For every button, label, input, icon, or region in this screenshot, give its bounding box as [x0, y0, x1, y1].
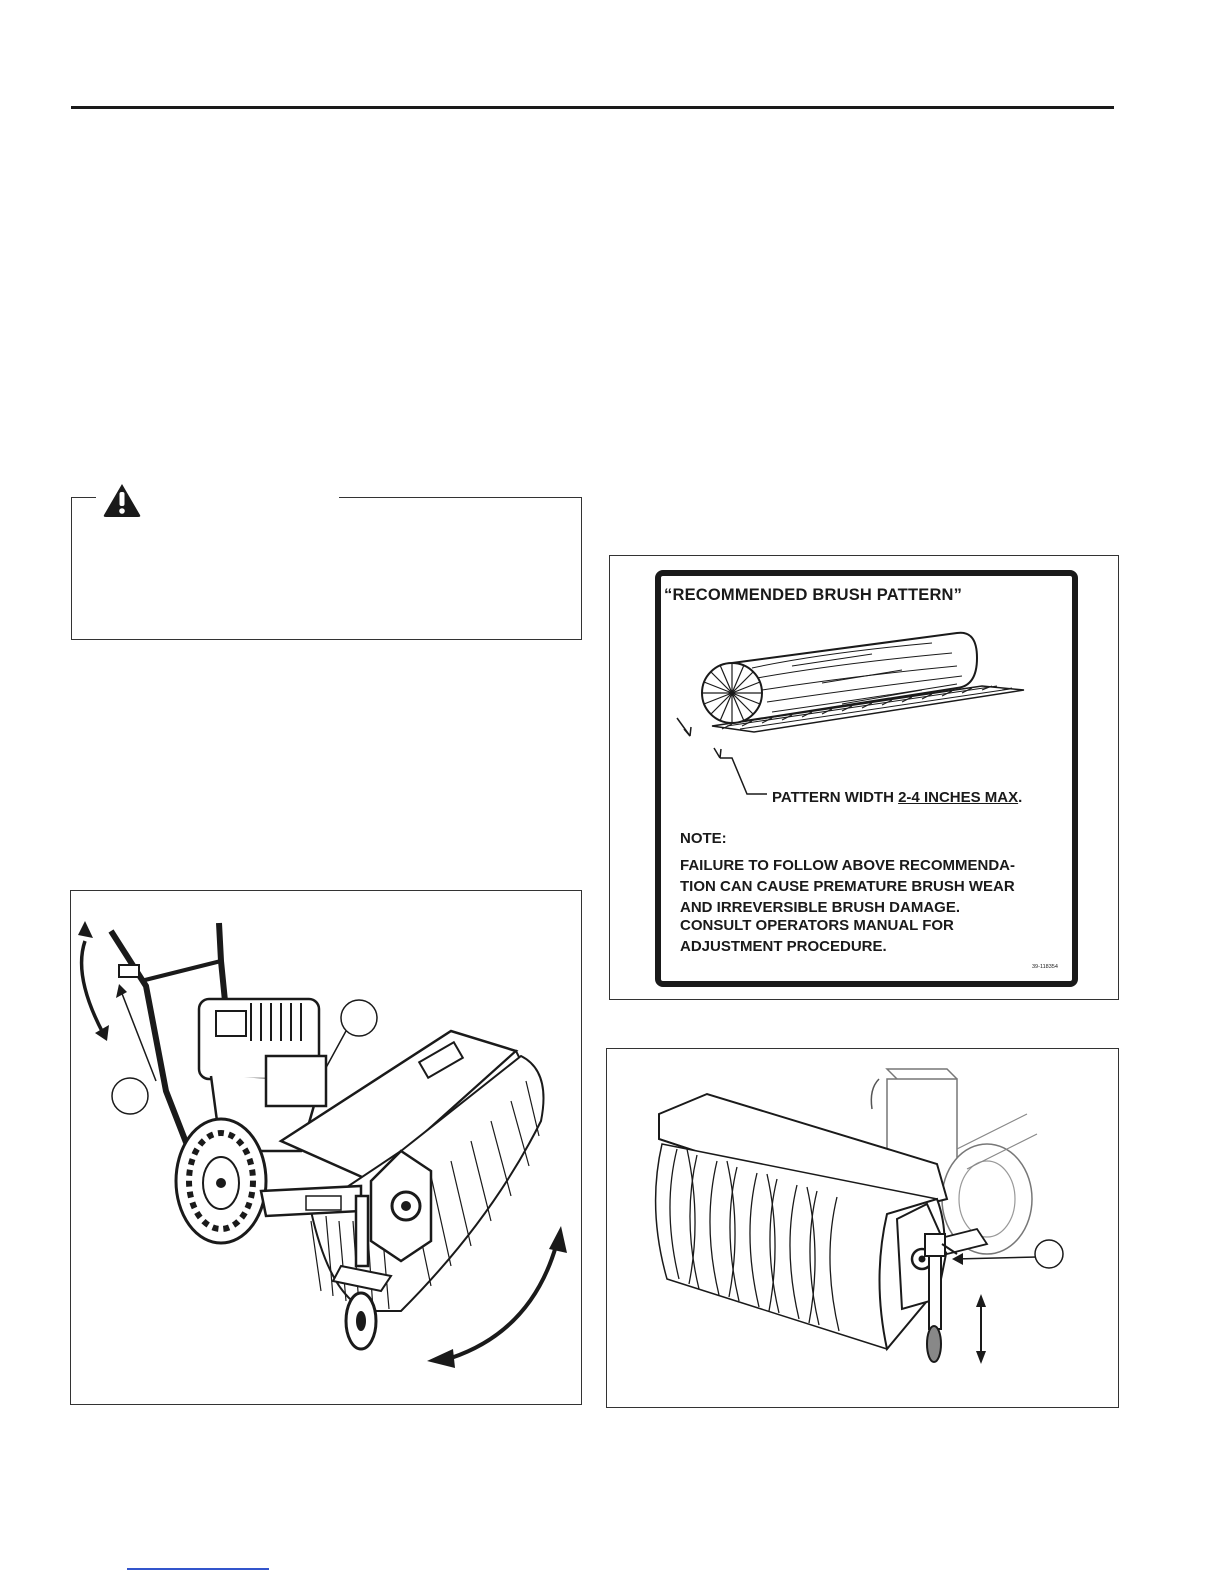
note-line-2: TION CAN CAUSE PREMATURE BRUSH WEAR — [680, 878, 1015, 895]
pattern-width-suffix: . — [1018, 789, 1023, 806]
decal-part-number: 39-118354 — [1032, 964, 1058, 970]
pattern-width-value: 2-4 INCHES MAX — [898, 789, 1019, 806]
decal-note-body — [680, 855, 1060, 918]
consult-line-1: CONSULT OPERATORS MANUAL FOR — [680, 917, 954, 934]
pattern-width-text — [772, 789, 1022, 806]
pattern-width-prefix: PATTERN WIDTH — [772, 789, 899, 806]
consult-line-2: ADJUSTMENT PROCEDURE. — [680, 938, 887, 955]
header-rule — [71, 106, 1114, 109]
warning-box — [71, 497, 582, 640]
footer-link-underline — [127, 1568, 269, 1570]
note-line-1: FAILURE TO FOLLOW ABOVE RECOMMENDA- — [680, 857, 1015, 874]
sweeper-machine-figure — [70, 890, 582, 1405]
note-line-3: AND IRREVERSIBLE BRUSH DAMAGE. — [680, 899, 961, 916]
warning-triangle-icon — [102, 482, 142, 518]
decal-consult — [680, 915, 1060, 957]
brush-pattern-drawing — [672, 608, 1052, 808]
decal-title: “RECOMMENDED BRUSH PATTERN” — [664, 586, 963, 604]
caster-adjustment-figure — [606, 1048, 1119, 1408]
decal-note-heading: NOTE: — [680, 830, 727, 847]
